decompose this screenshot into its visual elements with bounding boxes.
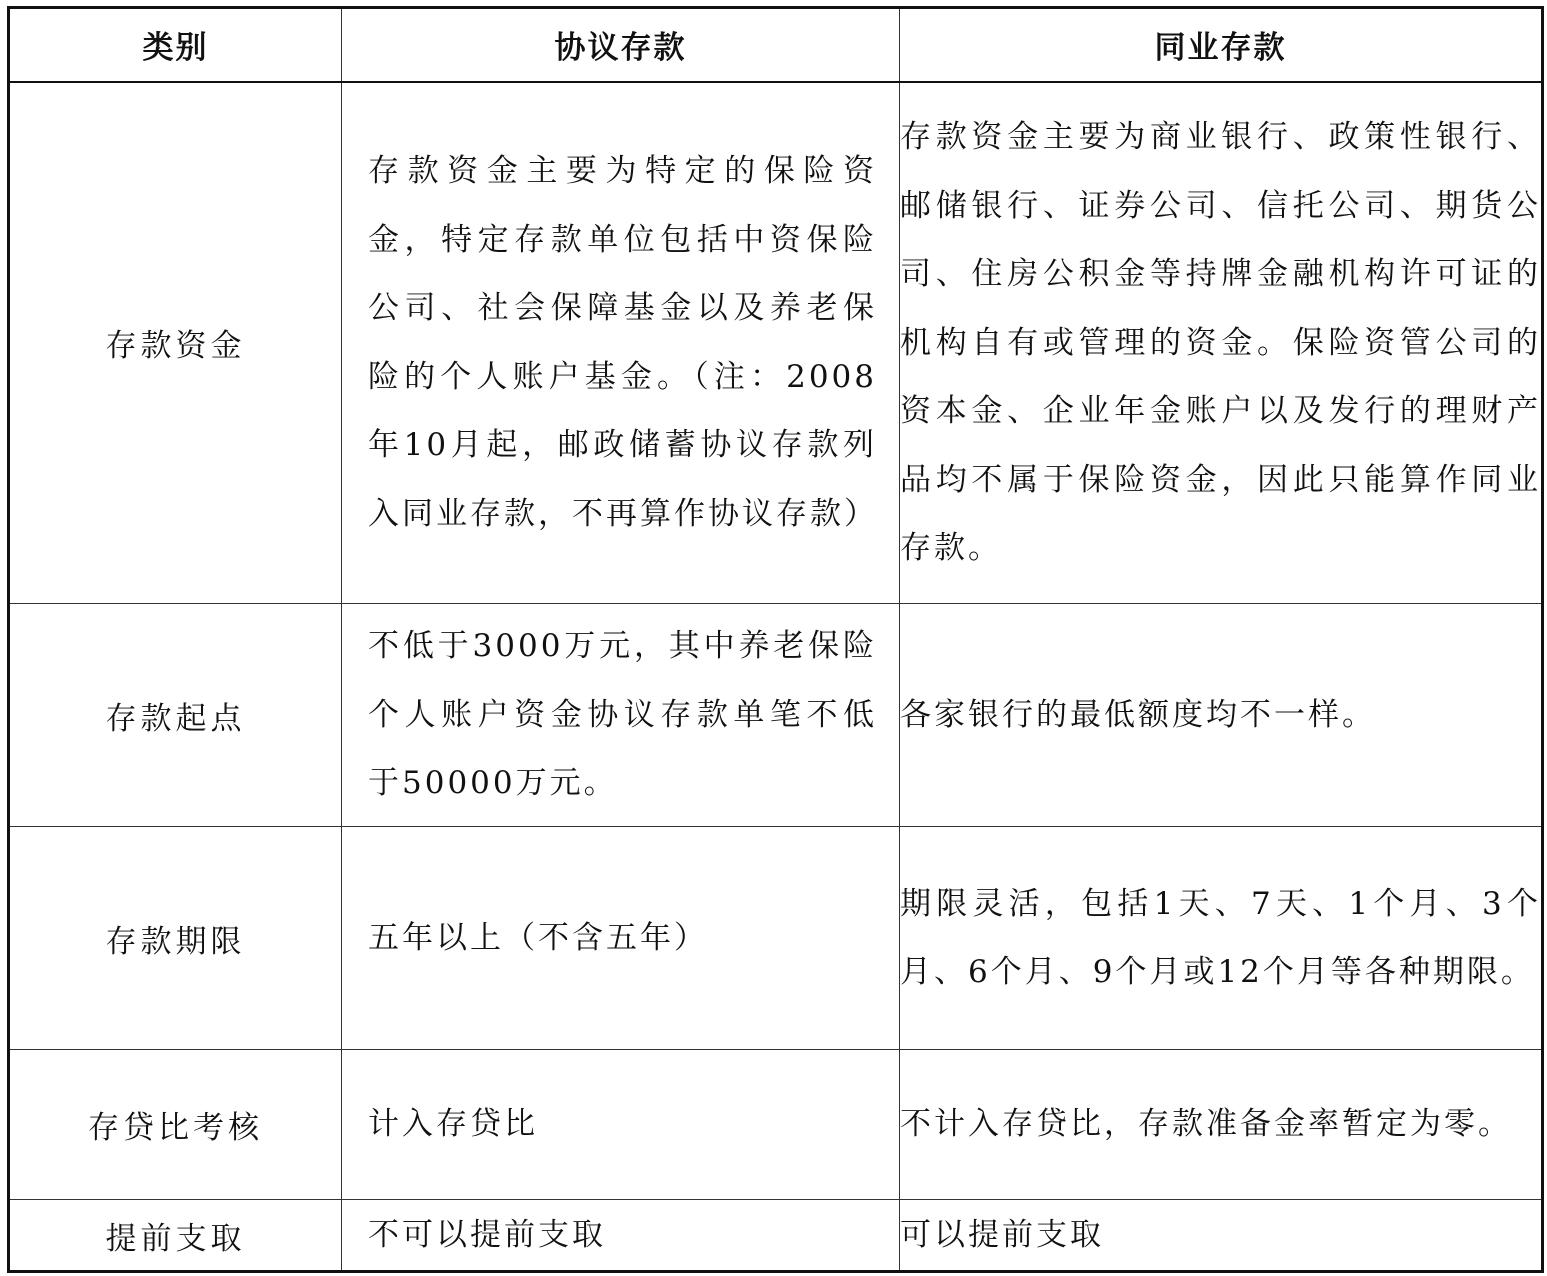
table-row xyxy=(9,827,1543,1050)
row-agreement-cell: 计入存贷比 xyxy=(342,1050,900,1200)
row-agreement-cell: 不可以提前支取 xyxy=(342,1200,900,1272)
row-category: 存款起点 xyxy=(9,604,342,827)
row-interbank-cell: 各家银行的最低额度均不一样。 xyxy=(900,604,1543,827)
row-interbank-cell: 存款资金主要为商业银行、政策性银行、邮储银行、证券公司、信托公司、期货公司、住房公积金等持牌金融机构许可证的机构自有或管理的资金。保险资管公司的资本金、企业年金账户以及发行的理财产品均不属于保险资金，因此只能算作同业存款。 xyxy=(900,82,1543,604)
table-row xyxy=(9,1200,1543,1272)
header-category: 类别 xyxy=(9,8,342,82)
row-interbank-cell: 不计入存贷比，存款准备金率暂定为零。 xyxy=(900,1050,1543,1200)
row-category: 存贷比考核 xyxy=(9,1050,342,1200)
row-category: 存款资金 xyxy=(9,82,342,604)
row-agreement-cell: 不低于3000万元，其中养老保险个人账户资金协议存款单笔不低于50000万元。 xyxy=(342,604,900,827)
table-row xyxy=(9,82,1543,604)
comparison-table xyxy=(7,6,1544,1273)
row-agreement-cell: 五年以上（不含五年） xyxy=(342,827,900,1050)
header-row xyxy=(9,8,1543,82)
row-agreement-cell: 存款资金主要为特定的保险资金，特定存款单位包括中资保险公司、社会保障基金以及养老保险的个人账户基金。（注：2008年10月起，邮政储蓄协议存款列入同业存款，不再算作协议存款） xyxy=(342,82,900,604)
table-row xyxy=(9,604,1543,827)
row-interbank-cell: 期限灵活，包括1天、7天、1个月、3个月、6个月、9个月或12个月等各种期限。 xyxy=(900,827,1543,1050)
header-interbank-deposit: 同业存款 xyxy=(900,8,1543,82)
table-row xyxy=(9,1050,1543,1200)
row-category: 存款期限 xyxy=(9,827,342,1050)
row-interbank-cell: 可以提前支取 xyxy=(900,1200,1543,1272)
header-agreement-deposit: 协议存款 xyxy=(342,8,900,82)
row-category: 提前支取 xyxy=(9,1200,342,1272)
